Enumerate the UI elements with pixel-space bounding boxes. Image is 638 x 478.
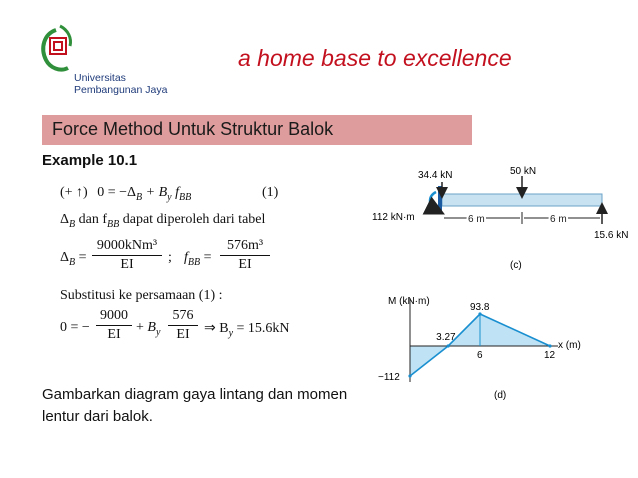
left-moment-label: 112 kN·m [372, 212, 415, 223]
left-reaction-label: 34.4 kN [418, 170, 453, 181]
moment-label: (d) [494, 390, 507, 401]
final-den2: EI [176, 327, 190, 342]
final-bar2 [168, 325, 198, 326]
logo-name-line1: Universitas [74, 72, 126, 84]
delta-b-fraction [92, 238, 162, 273]
example-label: Example 10.1 [42, 152, 138, 169]
fbb-bar [220, 255, 270, 256]
slide-title: Force Method Untuk Struktur Balok [52, 119, 334, 139]
eq1-sign: (+ ↑) [60, 185, 88, 200]
logo-name-line2: Pembangunan Jaya [74, 84, 168, 96]
beam-figure-label: (c) [510, 260, 522, 271]
logo-mark-icon [38, 24, 74, 76]
moment-arc-icon [430, 192, 436, 210]
instruction-line1: Gambarkan diagram gaya lintang dan momen [42, 386, 348, 403]
span1-label: 6 m [468, 214, 485, 225]
instruction-text [42, 384, 382, 428]
point-load-label: 50 kN [510, 166, 537, 177]
moment-point-1 [447, 344, 450, 347]
final-result [204, 320, 290, 339]
fbb-fraction [220, 238, 270, 273]
delta-b-sub: B [69, 256, 76, 268]
moment-diagram [372, 290, 634, 406]
line2-dan: dan f [75, 212, 108, 227]
final-bar1 [96, 325, 132, 326]
final-value: = 15.6kN [233, 321, 290, 336]
moment-point-0 [408, 374, 411, 377]
moment-ylabel: M (kN·m) [388, 296, 430, 307]
equation-1 [60, 185, 191, 203]
final-fraction-2 [168, 308, 198, 343]
delta-b-numerator: 9000kNm³ [96, 238, 158, 253]
eq1-plus: + B [142, 185, 168, 200]
span2-label: 6 m [550, 214, 567, 225]
final-den1: EI [107, 327, 121, 342]
final-by-sub: y [155, 326, 161, 338]
beam-figure [372, 162, 634, 274]
delta-b-denominator: EI [120, 257, 134, 272]
right-reaction-label: 15.6 kN [594, 230, 629, 241]
fbb-sub: BB [187, 256, 201, 268]
line2-sub-bb: BB [107, 218, 120, 230]
final-num1: 9000 [100, 308, 128, 323]
substitution-text: Substitusi ke persamaan (1) : [60, 288, 223, 303]
tick-label-12: 12 [544, 350, 556, 361]
instruction-line2: lentur dari balok. [42, 408, 153, 425]
fbb-numerator: 576m³ [226, 238, 264, 253]
moment-plot-layer [378, 298, 558, 383]
line2-sub-b: B [69, 218, 76, 230]
eq1-body: 0 = −Δ [97, 185, 137, 200]
peak-label: 93.8 [470, 302, 490, 313]
eq1-sub-bb: BB [178, 191, 192, 203]
tick-label-6: 6 [477, 350, 483, 361]
equation-2 [60, 212, 265, 230]
line2-rest: dapat diperoleh dari tabel [119, 212, 266, 227]
equation-1-number: (1) [262, 185, 279, 200]
moment-point-3 [548, 344, 551, 347]
final-zero: 0 = − [60, 320, 90, 335]
eq1-sub-b: B [136, 191, 143, 203]
line2-delta: Δ [60, 212, 70, 227]
fbb-symbol: $f_{BB}$ = [184, 250, 212, 268]
fbb-denominator: EI [238, 257, 252, 272]
slide-title-bar [42, 115, 472, 145]
university-logo [38, 24, 188, 100]
delta-b-bar [92, 255, 162, 256]
delta-b-delta: Δ [60, 250, 70, 265]
final-result-sub: y [228, 327, 234, 339]
eq1-sub-y: y [167, 191, 172, 203]
final-num2: 576 [172, 308, 194, 323]
zero-crossing-label: 3.27 [436, 332, 456, 343]
moment-xlabel: x (m) [558, 340, 581, 351]
eq1-f: f [171, 185, 179, 200]
final-fraction-1 [96, 308, 132, 343]
beam-bar [442, 194, 602, 206]
tagline: a home base to excellence [238, 45, 512, 71]
final-plus-by: + $B_y$ [136, 320, 161, 338]
final-result-arrow: ⇒ B [204, 321, 229, 336]
separator: ; [168, 250, 172, 265]
min-label: −112 [378, 372, 400, 383]
delta-b-symbol: $\Delta_B$ = [60, 250, 87, 268]
